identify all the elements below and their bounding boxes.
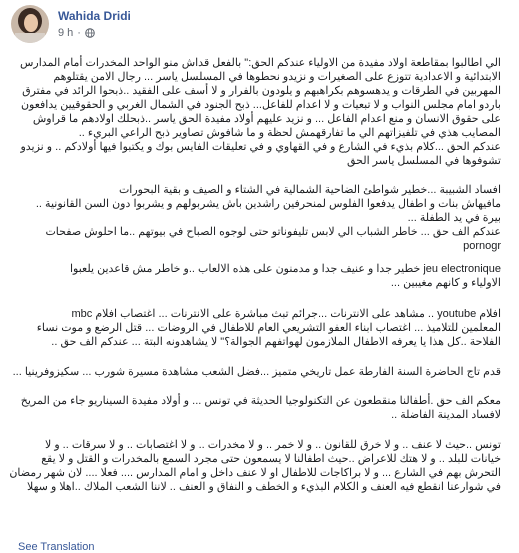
- post-line: مافيهاش بنات و اطفال يدفعوا الفلوس لمنحرفين راشدين باش يشربولهم و يشربوا دون السن القانونية ..: [35, 198, 501, 210]
- separator-dot: ·: [77, 27, 81, 39]
- post-line: المصايب هذي في تلفيزاتهم الي ما تفارقهمش لحظة و ما شافوش تصاوير ذبح الراعي البريء ..: [78, 127, 501, 139]
- post-paragraph: [37, 307, 501, 349]
- see-translation-link[interactable]: See Translation: [18, 541, 95, 553]
- post-body: [0, 56, 519, 553]
- post-header: [0, 0, 519, 50]
- post-line: عندكم الف حق ... خاطر الشباب الي لابس تليفوناتو حتى لوجوه الصباح في بيوتهم ..ما احلوش صفحات: [45, 226, 501, 238]
- post-line: الابتدائية و الاعدادية تتوزع على الصغيرات و نزيدو نحطوها في المسلسل ياسر ... رجال الامن يقتلوهم: [53, 71, 501, 83]
- post-line-part: jeu electronique خطير جدا و عنيف جدا و مدمنون على هذه الالعاب ..و: [183, 263, 501, 275]
- post-line-part: خاطر مش قاعدين يلعبوا: [69, 263, 181, 275]
- post-line: [70, 262, 501, 276]
- post-line: قدم تاج الحاضرة السنة الفارطة عمل تاريخي متميز ...فضل الشعب مشاهدة مسيرة شورب ... سكيزوفرينيا ...: [12, 366, 501, 378]
- post-line: المعلمين للتلاميذ ... اغتصاب ابناء العفو التشريعي العام للاطفال في الروضات ... قتل الرضع و موت نساء: [36, 322, 501, 334]
- post-paragraph: [21, 394, 501, 422]
- post-line: pornogr: [463, 240, 501, 252]
- post-line: افلام youtube .. مشاهد على الانترنات ...جرائم تبث مباشرة على الانترنات ... اغتصاب افلام mbc: [71, 308, 501, 320]
- post-line: افساد الشبيبة ...خطير شواطئ الضاحية الشمالية في الشتاء و الصيف و بقية البحورات: [118, 184, 501, 196]
- post-time[interactable]: 9 h: [58, 27, 74, 39]
- author-name[interactable]: Wahida Dridi: [58, 9, 131, 23]
- post-paragraph: [70, 262, 501, 290]
- globe-icon: [85, 28, 95, 38]
- post-line: على حقوق الانسان و منع اعدام الفاعل ... و نزيد عليهم أولاد مفيدة الحق ياسر ..ذبحلك اولادهم ما قراوش: [32, 113, 501, 125]
- profile-photo-icon: [11, 5, 49, 43]
- post-line: خيانات للبلد .. و لا هتك للاعراض ..حيث اطفالنا لا يسمعون حتى مجرد السمع بالمخدرات و القتل و لا يقع: [41, 453, 501, 465]
- post-paragraph: [20, 56, 501, 168]
- post-meta: [58, 27, 95, 39]
- post-line: الي اطالبوا بمقاطعة اولاد مفيدة من الاولياء عندكم الحق:" بالفعل قداش منو الواحد المخدرات أمام المدارس: [19, 57, 501, 69]
- post-line: الاولياء و كانهم مغيبين ...: [390, 277, 501, 289]
- post-line: لافساد المدينة الفاضلة ..: [391, 409, 501, 421]
- post-line: في شوارعنا انقطع فيه العنف و الكلام البذيء و الخطف و النفاق و العنف .. لاننا الشعب الملاك ..اهلا و سهلا: [27, 481, 501, 493]
- post-line: عندكم الحق ...كلام بذيء في الشارع و في القهاوي و في تعليقات الفايس بوك و يكتبوا فيها أولادكم .. و نزيدو: [20, 141, 501, 153]
- post-line: باردو امام مجلس النواب و لا تبعيات و لا اعدام للفاعل... ذبح الجنود في الشمال الغربي و الحقوقيين يدافعون: [20, 99, 501, 111]
- post-line: تونس ..حيث لا عنف .. و لا خرق للقانون .. و لا خمر .. و لا مخدرات .. و لا اغتصابات .. و لا سرقات .. و لا: [44, 439, 501, 451]
- avatar[interactable]: [11, 5, 49, 43]
- post-line: الفلاحة ..كل هذا يا يعرفه الاطفال الملازمون لهواتفهم الجوالة؟" لا يشاهدونه البتة ... عندكم الف حق ..: [51, 336, 501, 348]
- post-paragraph: [36, 183, 501, 253]
- post-paragraph: [9, 438, 501, 494]
- post-line: التحرش بهم في الشارع ... و لا براكاجات للاطفال او لا عنف داخل و امام المدارس .... فعلا .... لان شهر رمضان: [9, 467, 501, 479]
- post-paragraph: [13, 365, 501, 379]
- post-line: المهربين في الطرقات و يدهسوهم بكراهبهم و يلودون بالفرار و لا أسف على الفقيد ..ذبحوا الرائد في مفترق: [22, 85, 501, 97]
- post-line: معكم الف حق .أطفالنا منقطعون عن التكنولوجيا الحديثة في تونس ... و أولاد مفيدة السيناريو جاء من المريخ: [20, 395, 501, 407]
- post-line: بيرة في يد الطفلة ...: [407, 212, 501, 224]
- post-line: تشوفوها في المسلسل ياسر الحق: [346, 155, 501, 167]
